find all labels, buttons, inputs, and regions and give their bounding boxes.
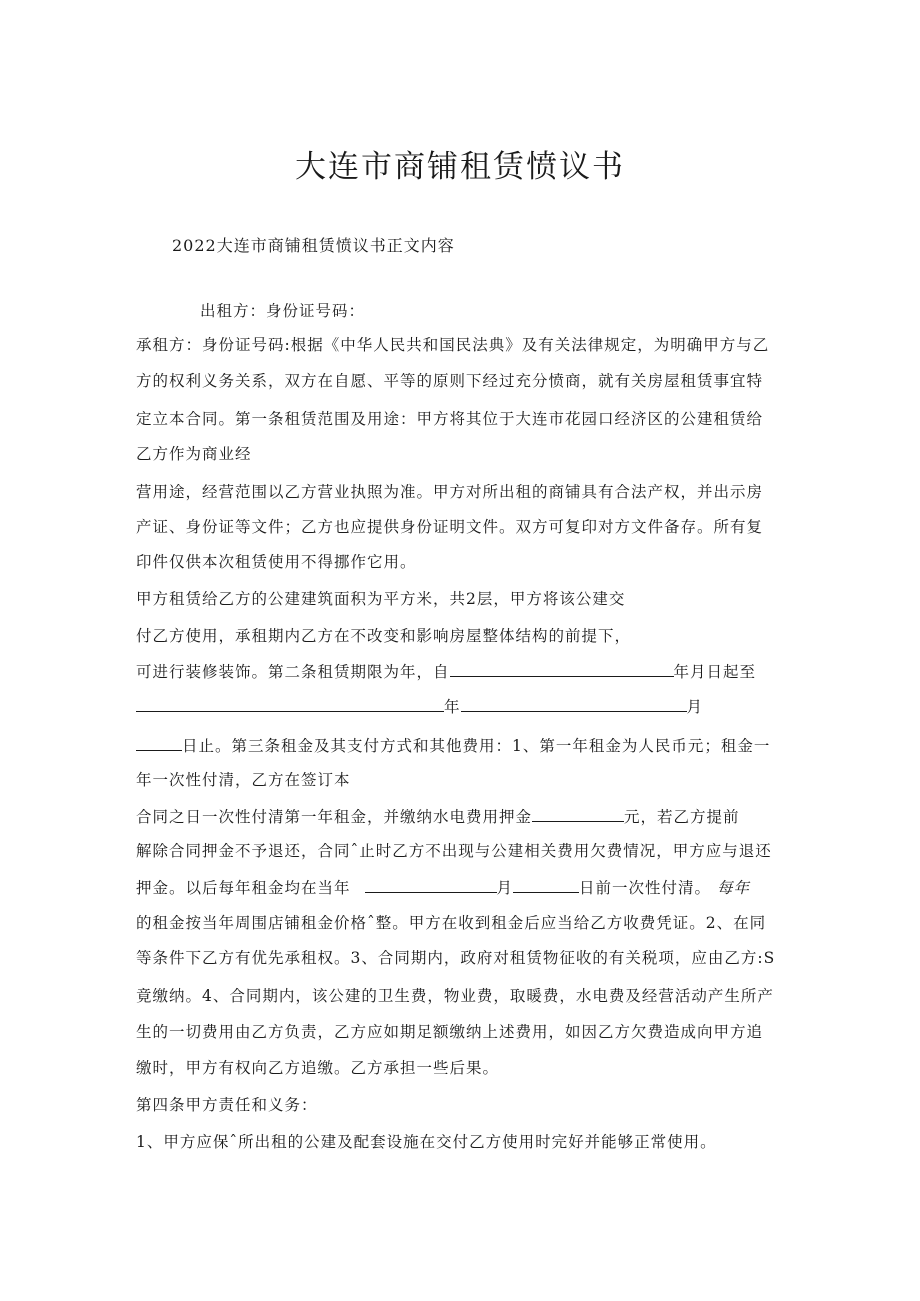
document-subtitle: 2022大连市商铺租赁愤议书正文内容: [172, 236, 455, 255]
text-line: 承租方：身份证号码:根据《中华人民共和国民法典》及有关法律规定，为明确甲方与乙: [136, 336, 770, 354]
text-line: 付乙方使用，承租期内乙方在不改变和影响房屋整体结构的前提下，: [136, 627, 632, 645]
text-line: 的租金按当年周围店铺租金价格ˆ整。甲方在收到租金后应当给乙方收费凭证。2、在同: [136, 914, 767, 932]
fill-in-blank[interactable]: [513, 876, 579, 893]
text-line: 年一次性付清，乙方在签订本: [136, 771, 351, 789]
text-segment: 押金。以后每年租金均在当年: [136, 879, 351, 897]
text-segment: 月: [686, 698, 704, 716]
text-line: 竟缴纳。4、合同期内，该公建的卫生费，物业费，取暖费，水电费及经营活动产生所产: [136, 987, 774, 1005]
text-line: 等条件下乙方有优先承租权。3、合同期内，政府对租赁物征收的有关税项，应由乙方:S: [136, 949, 776, 967]
text-segment: 每年: [717, 879, 751, 897]
text-line: 定立本合同。第一条租赁范围及用途：甲方将其位于大连市花园口经济区的公建租赁给: [136, 410, 764, 428]
text-segment: 年: [444, 698, 461, 716]
text-line: 产证、身份证等文件；乙方也应提供身份证明文件。双方可复印对方文件备存。所有复: [136, 518, 764, 536]
fill-in-blank[interactable]: [532, 805, 624, 822]
text-line: 方的权利义务关系，双方在自愿、平等的原则下经过充分愤商，就有关房屋租赁事宜特: [136, 372, 764, 390]
text-line: 缴时，甲方有权向乙方追缴。乙方承担一些后果。: [136, 1059, 500, 1077]
fill-in-blank[interactable]: [461, 695, 687, 712]
text-line: 生的一切费用由乙方负责，乙方应如期足额缴纳上述费用，如因乙方欠费造成向甲方追: [136, 1023, 764, 1041]
text-line: [136, 805, 740, 828]
fill-in-blank[interactable]: [136, 695, 444, 712]
text-line: [136, 876, 750, 899]
fill-in-blank[interactable]: [365, 876, 497, 893]
text-segment: 月: [496, 879, 514, 897]
text-segment: 元，若乙方提前: [624, 808, 740, 826]
fill-in-blank[interactable]: [136, 734, 182, 751]
text-segment: 日止。第三条租金及其支付方式和其他费用：1、第一年租金为人民币元；租金一: [182, 737, 771, 755]
text-line: 营用途，经营范围以乙方营业执照为准。甲方对所出租的商铺具有合法产权，并出示房: [136, 483, 764, 501]
document-title: 大连市商铺租赁愤议书: [295, 149, 625, 185]
text-line: 甲方租赁给乙方的公建建筑面积为平方米，共2层，甲方将该公建交: [136, 590, 626, 608]
text-segment: 可进行装修装饰。第二条租赁期限为年，自: [136, 663, 450, 681]
text-line: 解除合同押金不予退还，合同ˆ止时乙方不出现与公建相关费用欠费情况，甲方应与退还: [136, 842, 772, 860]
text-line: [136, 695, 703, 718]
text-segment: 合同之日一次性付清第一年租金，并缴纳水电费用押金: [136, 808, 533, 826]
text-line: [136, 734, 770, 757]
text-line: 乙方作为商业经: [136, 445, 252, 463]
text-segment: 日前一次性付清。: [579, 879, 712, 897]
text-line: 出租方：身份证号码：: [200, 302, 366, 320]
text-line: 1、甲方应保ˆ所出租的公建及配套设施在交付乙方使用时完好并能够正常使用。: [136, 1133, 717, 1151]
text-line: [136, 660, 756, 683]
text-line: 印件仅供本次租赁使用不得挪作它用。: [136, 553, 417, 571]
fill-in-blank[interactable]: [450, 660, 674, 677]
text-segment: 年月日起至: [673, 663, 757, 681]
text-line: 第四条甲方责任和义务：: [136, 1096, 318, 1114]
